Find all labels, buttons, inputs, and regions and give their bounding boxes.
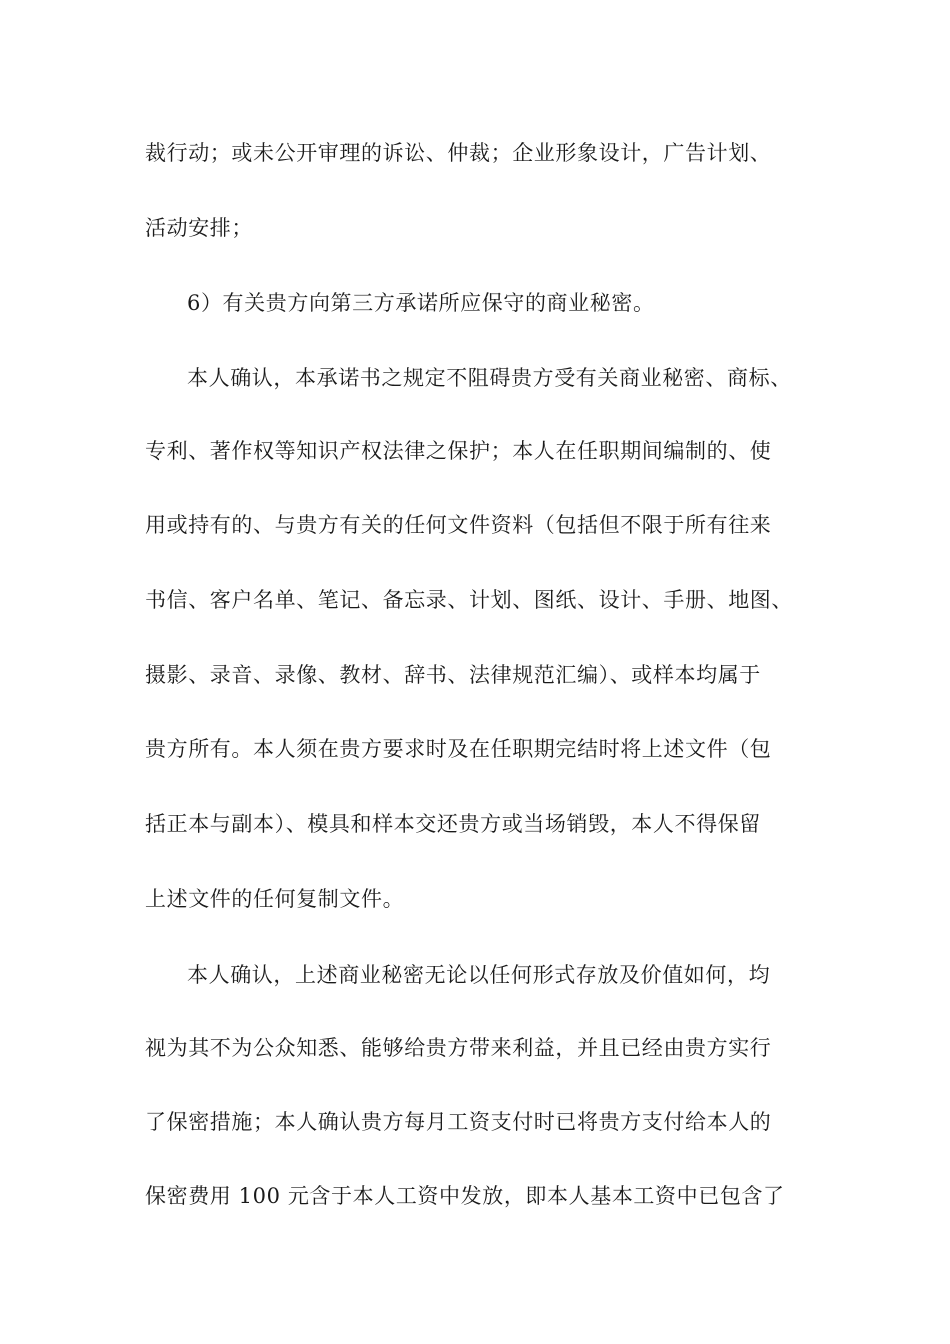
text-line-4: 本人确认，本承诺书之规定不阻碍贵方受有关商业秘密、商标、: [187, 366, 792, 390]
text-line-12: 本人确认，上述商业秘密无论以任何形式存放及价值如何，均: [187, 963, 771, 987]
text-line-2: 活动安排；: [145, 216, 253, 240]
text-line-13: 视为其不为公众知悉、能够给贵方带来利益，并且已经由贵方实行: [145, 1036, 772, 1060]
text-line-9: 贵方所有。本人须在贵方要求时及在任职期完结时将上述文件（包: [145, 737, 772, 761]
text-line-7: 书信、客户名单、笔记、备忘录、计划、图纸、设计、手册、地图、: [145, 588, 793, 612]
text-line-1: 裁行动；或未公开审理的诉讼、仲裁；企业形象设计，广告计划、: [145, 141, 772, 165]
text-line-8: 摄影、录音、录像、教材、辞书、法律规范汇编）、或样本均属于: [145, 663, 761, 687]
text-line-10: 括正本与副本）、模具和样本交还贵方或当场销毁，本人不得保留: [145, 812, 761, 836]
text-line-14: 了保密措施；本人确认贵方每月工资支付时已将贵方支付给本人的: [145, 1110, 772, 1134]
text-line-5: 专利、著作权等知识产权法律之保护；本人在任职期间编制的、使: [145, 439, 772, 463]
text-line-15: 保密费用 100 元含于本人工资中发放，即本人基本工资中已包含了: [145, 1184, 785, 1208]
text-line-11: 上述文件的任何复制文件。: [145, 887, 405, 911]
text-line-3: 6）有关贵方向第三方承诺所应保守的商业秘密。: [187, 291, 655, 315]
text-line-6: 用或持有的、与贵方有关的任何文件资料（包括但不限于所有往来: [145, 513, 772, 537]
